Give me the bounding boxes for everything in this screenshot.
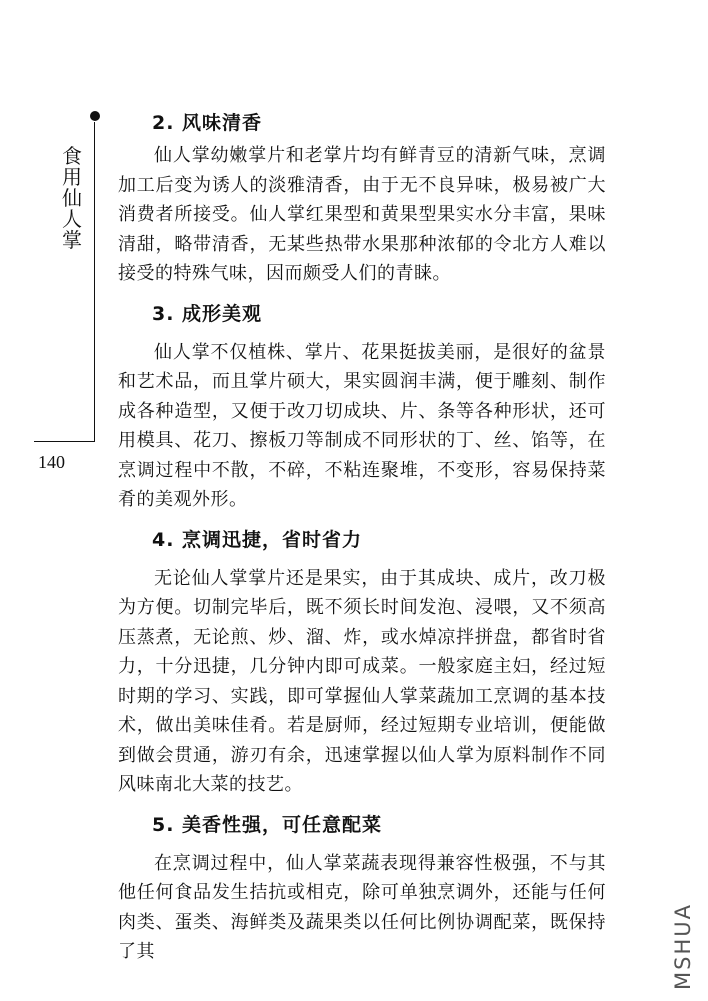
section-heading: 4. 烹调迅捷，省时省力 bbox=[152, 528, 363, 551]
page-number: 140 bbox=[38, 452, 65, 472]
margin-bullet-dot bbox=[90, 111, 100, 121]
watermark: MSHUA bbox=[671, 903, 695, 990]
section-paragraph: 无论仙人掌掌片还是果实，由于其成块、成片，改刀极为方便。切制完毕后，既不须长时间发泡、浸喂，又不须高压蒸煮，无论煎、炒、溜、炸，或水焯凉拌拼盘，都省时省力，十分迅捷，几分钟内即可成菜。一般家庭主妇，经过短时期的学习、实践，即可掌握仙人掌菜蔬加工烹调的基本技术，做出美味佳肴。若是厨师，经过短期专业培训，便能做到做会贯通，游刃有余，迅速掌握以仙人掌为原料制作不同风味南北大菜的技艺。 bbox=[118, 567, 606, 795]
section-heading: 3. 成形美观 bbox=[152, 302, 263, 325]
running-title: 食用仙人掌 bbox=[62, 144, 82, 252]
section-heading: 2. 风味清香 bbox=[152, 112, 263, 134]
margin-foot-rule bbox=[34, 441, 95, 442]
page-body bbox=[118, 108, 606, 967]
margin-vertical-rule bbox=[94, 122, 95, 442]
section-paragraph: 仙人掌不仅植株、掌片、花果挺拔美丽，是很好的盆景和艺术品，而且掌片硕大，果实圆润丰满，便于雕刻、制作成各种造型，又便于改刀切成块、片、条等各种形状，还可用模具、花刀、擦板刀等制成不同形状的丁、丝、馅等，在烹调过程中不散，不碎，不粘连聚堆，不变形，容易保持菜肴的美观外形。 bbox=[118, 341, 606, 510]
section-heading: 5. 美香性强，可任意配菜 bbox=[152, 813, 383, 836]
section-paragraph: 在烹调过程中，仙人掌菜蔬表现得兼容性极强，不与其他任何食品发生拮抗或相克，除可单独烹调外，还能与任何肉类、蛋类、海鲜类及蔬果类以任何比例协调配菜，既保持了其 bbox=[118, 852, 606, 962]
section-paragraph: 仙人掌幼嫩掌片和老掌片均有鲜青豆的清新气味，烹调加工后变为诱人的淡雅清香，由于无不良异味，极易被广大消费者所接受。仙人掌红果型和黄果型果实水分丰富，果味清甜，略带清香，无某些热带水果那种浓郁的令北方人难以接受的特殊气味，因而颇受人们的青睐。 bbox=[118, 145, 606, 284]
